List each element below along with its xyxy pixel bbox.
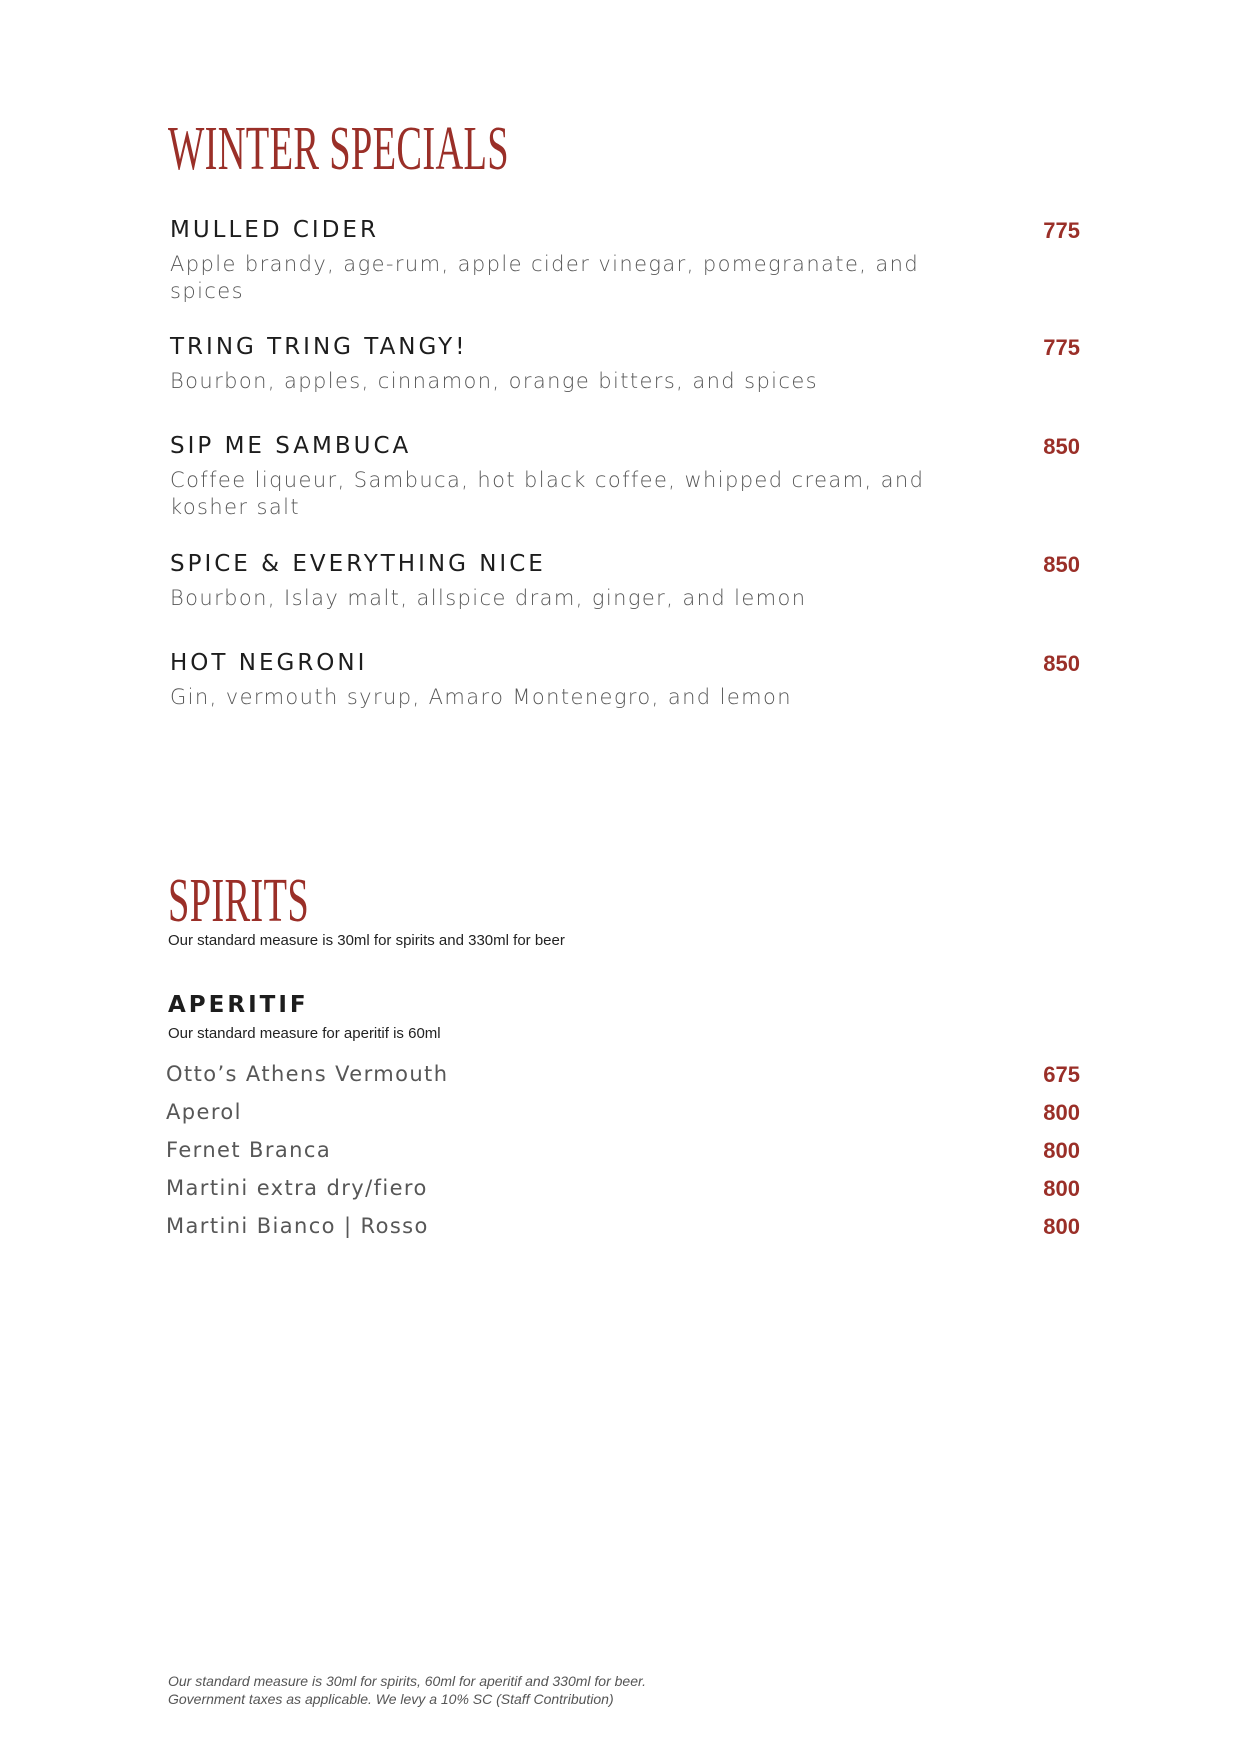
menu-item [170,550,1080,612]
item-name: TRING TRING TANGY! [170,334,468,360]
list-item [166,1212,1080,1250]
list-item [166,1136,1080,1174]
list-item [166,1098,1080,1136]
item-price: 850 [1043,651,1080,676]
list-item [166,1060,1080,1098]
item-price: 775 [1043,218,1080,243]
item-price: 775 [1043,335,1080,360]
spirit-price: 675 [1043,1062,1080,1087]
spirit-price: 800 [1043,1176,1080,1201]
item-description: Bourbon, apples, cinnamon, orange bitters, and spices [170,369,819,393]
item-description: Apple brandy, age-rum, apple cider vinegar, pomegranate, and spices [170,252,920,303]
aperitif-measure-note: Our standard measure for aperitif is 60ml [168,1025,441,1042]
spirit-name: Fernet Branca [166,1138,332,1162]
spirits-measure-note: Our standard measure is 30ml for spirits and 330ml for beer [168,932,565,949]
list-item [166,1174,1080,1212]
menu-item [170,216,1080,305]
spirit-name: Aperol [166,1100,242,1124]
winter-specials-title: WINTER SPECIALS [168,115,509,183]
spirit-price: 800 [1043,1214,1080,1239]
item-description: Gin, vermouth syrup, Amaro Montenegro, and lemon [170,685,792,709]
item-price: 850 [1043,552,1080,577]
spirit-price: 800 [1043,1100,1080,1125]
footer-note [168,1672,646,1708]
item-name: MULLED CIDER [170,217,379,243]
menu-item [170,649,1080,711]
item-description: Coffee liqueur, Sambuca, hot black coffee, whipped cream, and kosher salt [170,468,925,519]
item-price: 850 [1043,434,1080,459]
menu-item [170,333,1080,395]
spirit-name: Otto’s Athens Vermouth [166,1062,449,1086]
spirit-name: Martini Bianco | Rosso [166,1214,429,1238]
spirits-title: SPIRITS [168,867,310,935]
item-name: SPICE & EVERYTHING NICE [170,551,546,577]
footer-line-taxes: Government taxes as applicable. We levy a 10% SC (Staff Contribution) [168,1691,614,1707]
aperitif-title: APERITIF [168,992,309,1018]
item-name: HOT NEGRONI [170,650,368,676]
item-name: SIP ME SAMBUCA [170,433,412,459]
footer-line-measures: Our standard measure is 30ml for spirits, 60ml for aperitif and 330ml for beer. [168,1673,647,1689]
aperitif-list [166,1060,1080,1250]
spirit-name: Martini extra dry/fiero [166,1176,428,1200]
item-description: Bourbon, Islay malt, allspice dram, ginger, and lemon [170,586,807,610]
menu-item [170,432,1080,521]
spirit-price: 800 [1043,1138,1080,1163]
